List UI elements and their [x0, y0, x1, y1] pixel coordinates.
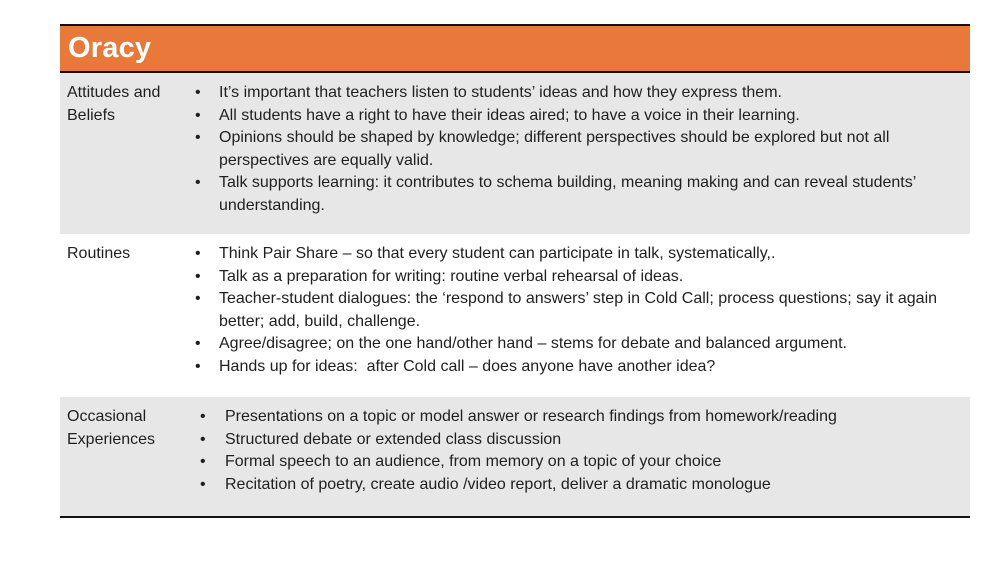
bullet-item: • Talk supports learning: it contributes to schema building, meaning making and can reveal students’ understanding. — [188, 172, 946, 217]
bullet-list — [188, 406, 946, 496]
bullet-item: • Structured debate or extended class discussion — [188, 429, 946, 452]
row-content — [188, 397, 970, 516]
row-content — [188, 73, 970, 234]
bullet-item: • All students have a right to have their ideas aired; to have a voice in their learning. — [188, 105, 946, 128]
bullet-item: • Formal speech to an audience, from memory on a topic of your choice — [188, 451, 946, 474]
bullet-item: • Think Pair Share – so that every student can participate in talk, systematically,. — [188, 243, 946, 266]
row-label: Routines — [67, 245, 131, 262]
oracy-table — [60, 24, 970, 518]
bullet-item: • Recitation of poetry, create audio /video report, deliver a dramatic monologue — [188, 474, 946, 497]
row-label: Occasional Experiences — [67, 408, 156, 448]
bullet-list — [188, 243, 946, 378]
table-title: Oracy — [68, 32, 152, 64]
bullet-item: • Teacher-student dialogues: the ‘respond to answers’ step in Cold Call; process questions; say it again better; add, build, challenge. — [188, 288, 946, 333]
bullet-item: • Opinions should be shaped by knowledge; different perspectives should be explored but not all perspectives are equally valid. — [188, 127, 946, 172]
table-row-routines — [60, 234, 970, 397]
bullet-item: • Talk as a preparation for writing: routine verbal rehearsal of ideas. — [188, 266, 946, 289]
bullet-item: • Agree/disagree; on the one hand/other hand – stems for debate and balanced argument. — [188, 333, 946, 356]
table-row-occasional-experiences — [60, 397, 970, 516]
bullet-item: • Presentations on a topic or model answer or research findings from homework/reading — [188, 406, 946, 429]
row-label: Attitudes and Beliefs — [67, 84, 161, 124]
table-header — [60, 26, 970, 73]
row-content — [188, 234, 970, 397]
bullet-item: • It’s important that teachers listen to students’ ideas and how they express them. — [188, 82, 946, 105]
table-row-attitudes-and-beliefs — [60, 73, 970, 234]
bullet-list — [188, 82, 946, 217]
bullet-item: • Hands up for ideas: after Cold call – does anyone have another idea? — [188, 356, 946, 379]
